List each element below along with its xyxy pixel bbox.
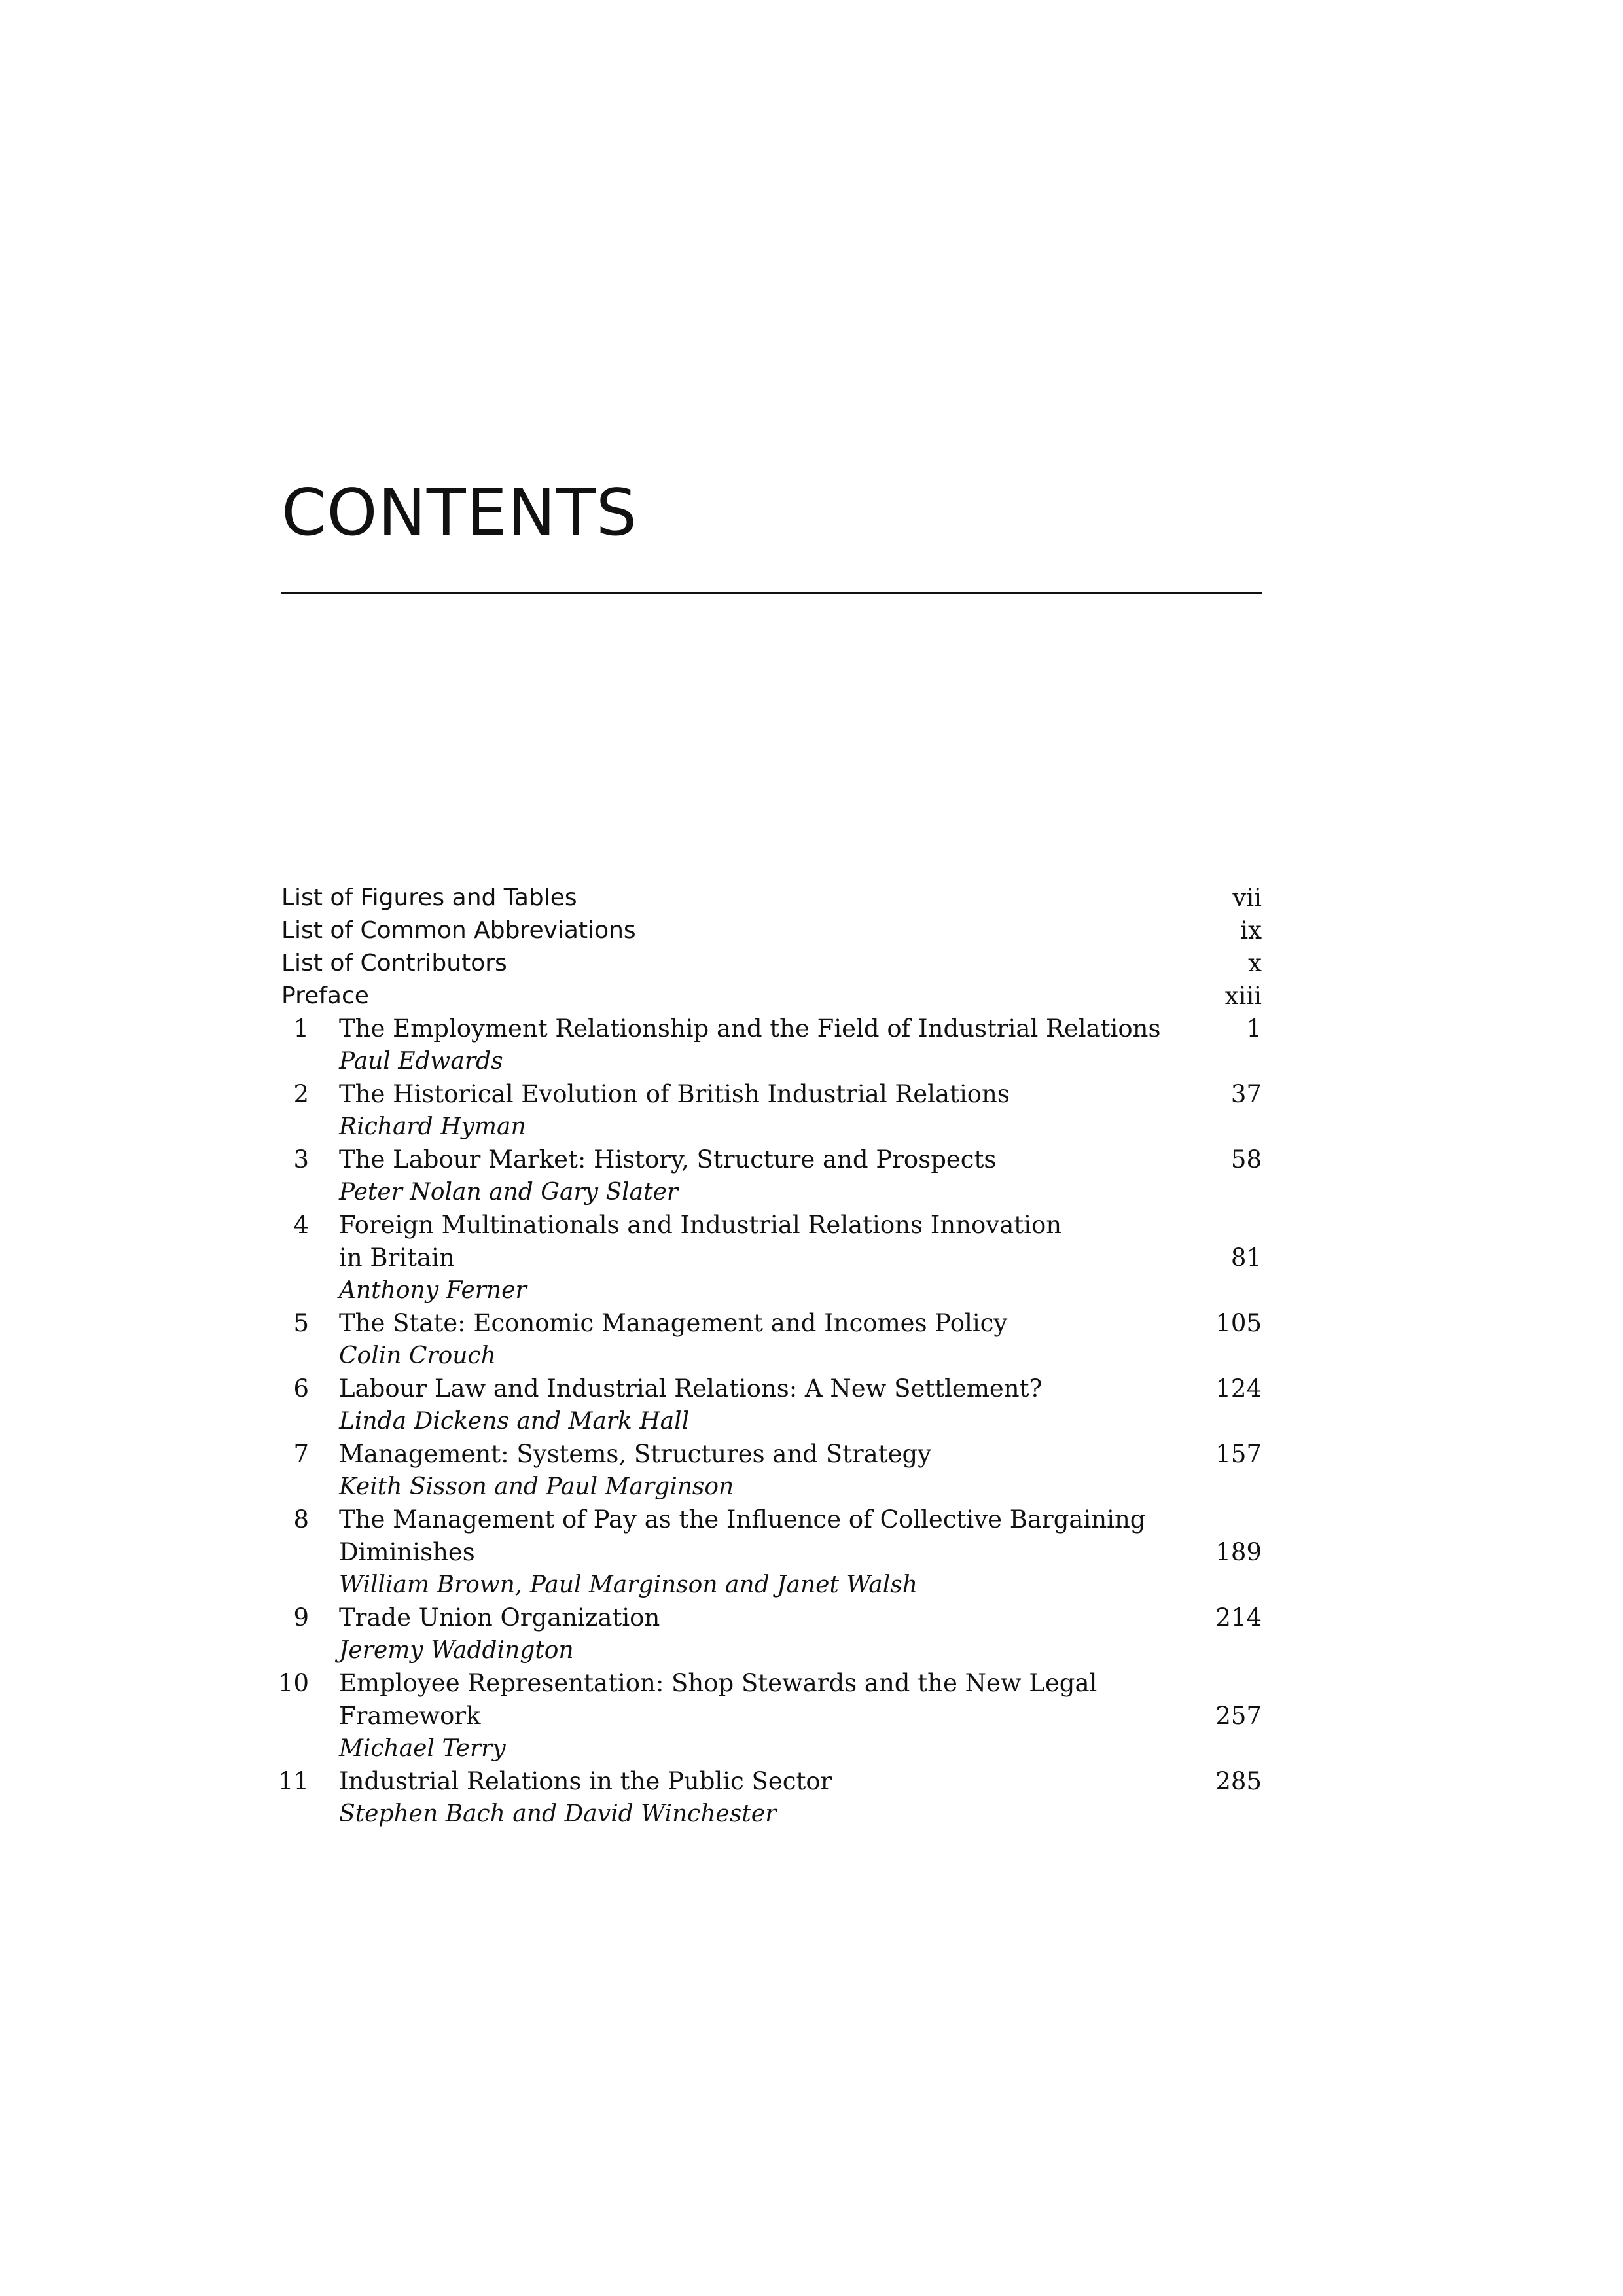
chapter-number: 1 [293, 1014, 309, 1043]
chapter-number: 2 [293, 1080, 309, 1108]
chapter-title: Management: Systems, Structures and Strategy [339, 1440, 932, 1468]
chapter-title: Labour Law and Industrial Relations: A New Settlement? [339, 1374, 1043, 1403]
chapter-entry [281, 1307, 1262, 1340]
page-title: CONTENTS [281, 476, 638, 550]
chapter-entry [281, 1372, 1262, 1405]
chapter-author: Keith Sisson and Paul Marginson [339, 1473, 734, 1500]
front-matter-entry [281, 914, 1262, 947]
chapter-entry [281, 1013, 1262, 1045]
chapter-entry [281, 1602, 1262, 1634]
chapter-title: Trade Union Organization [339, 1604, 660, 1632]
page-number: 105 [1215, 1309, 1262, 1337]
chapter-title-continuation [281, 1242, 1262, 1274]
page-number: 189 [1215, 1538, 1262, 1566]
chapter-title: Foreign Multinationals and Industrial Relations Innovation [339, 1211, 1062, 1239]
chapter-title: The Historical Evolution of British Industrial Relations [339, 1080, 1010, 1108]
page-number: x [1248, 949, 1262, 977]
chapter-title: Employee Representation: Shop Stewards and the New Legal [339, 1669, 1097, 1697]
page-number: 37 [1230, 1080, 1262, 1108]
chapter-author: Peter Nolan and Gary Slater [339, 1179, 679, 1206]
front-matter-label: Preface [281, 982, 369, 1009]
chapter-author: Linda Dickens and Mark Hall [339, 1408, 690, 1435]
chapter-author-line [281, 1111, 1262, 1143]
page-number: 81 [1230, 1244, 1262, 1272]
chapter-author-line [281, 1405, 1262, 1438]
chapter-number: 3 [293, 1145, 309, 1174]
front-matter-entry [281, 980, 1262, 1013]
chapter-number: 4 [293, 1211, 309, 1239]
page-number: 124 [1215, 1374, 1262, 1403]
front-matter-entry [281, 882, 1262, 914]
chapter-number: 8 [293, 1505, 309, 1534]
chapter-author: Stephen Bach and David Winchester [339, 1801, 777, 1827]
chapter-number: 9 [293, 1604, 309, 1632]
chapter-entry [277, 1765, 1262, 1798]
page-number: 58 [1230, 1145, 1262, 1174]
chapter-author: Paul Edwards [339, 1048, 503, 1075]
page-number: 214 [1215, 1604, 1262, 1632]
chapter-entry [277, 1667, 1262, 1700]
chapter-author-line [281, 1634, 1262, 1667]
chapter-author: Jeremy Waddington [339, 1637, 574, 1664]
table-of-contents [277, 882, 1262, 1831]
chapter-author: Michael Terry [339, 1735, 506, 1762]
chapter-title-continuation [281, 1700, 1262, 1732]
front-matter-label: List of Contributors [281, 950, 507, 977]
chapter-author-line [281, 1045, 1262, 1078]
chapter-entry [281, 1438, 1262, 1471]
chapter-author-line [281, 1471, 1262, 1503]
chapter-author: Anthony Ferner [339, 1277, 527, 1304]
chapter-author-line [281, 1176, 1262, 1209]
front-matter-label: List of Figures and Tables [281, 884, 577, 911]
chapter-author: William Brown, Paul Marginson and Janet Walsh [339, 1571, 918, 1598]
chapter-number: 6 [293, 1374, 309, 1403]
chapter-entry [281, 1503, 1262, 1536]
chapter-author-line [281, 1732, 1262, 1765]
chapter-title: The Labour Market: History, Structure and Prospects [339, 1145, 997, 1174]
chapter-title: Framework [339, 1702, 481, 1730]
chapter-title: The Management of Pay as the Influence of Collective Bargaining [339, 1505, 1146, 1534]
chapter-title: Diminishes [339, 1538, 475, 1566]
page-number: 157 [1215, 1440, 1262, 1468]
chapter-author-line [281, 1274, 1262, 1307]
chapter-title: in Britain [339, 1244, 455, 1272]
chapter-number: 5 [293, 1309, 309, 1337]
title-divider [281, 592, 1262, 594]
front-matter-label: List of Common Abbreviations [281, 917, 636, 944]
chapter-author: Richard Hyman [339, 1113, 526, 1140]
page-number: 1 [1246, 1014, 1262, 1043]
page-number: 285 [1215, 1767, 1262, 1795]
chapter-number: 11 [277, 1767, 309, 1795]
chapter-title: The State: Economic Management and Incomes Policy [339, 1309, 1008, 1337]
chapter-entry [281, 1209, 1262, 1242]
page-number: vii [1232, 884, 1262, 912]
chapter-author-line [281, 1798, 1262, 1831]
chapter-author-line [281, 1340, 1262, 1372]
chapter-title-continuation [281, 1536, 1262, 1569]
page-number: ix [1240, 916, 1262, 944]
chapter-number: 7 [293, 1440, 309, 1468]
chapter-title: Industrial Relations in the Public Sector [339, 1767, 832, 1795]
chapter-number: 10 [277, 1669, 309, 1697]
page-number: 257 [1215, 1702, 1262, 1730]
chapter-author: Colin Crouch [339, 1342, 496, 1369]
chapter-entry [281, 1078, 1262, 1111]
chapter-author-line [281, 1569, 1262, 1602]
chapter-title: The Employment Relationship and the Field of Industrial Relations [339, 1014, 1161, 1043]
page-number: xiii [1224, 982, 1262, 1010]
chapter-entry [281, 1143, 1262, 1176]
front-matter-entry [281, 947, 1262, 980]
